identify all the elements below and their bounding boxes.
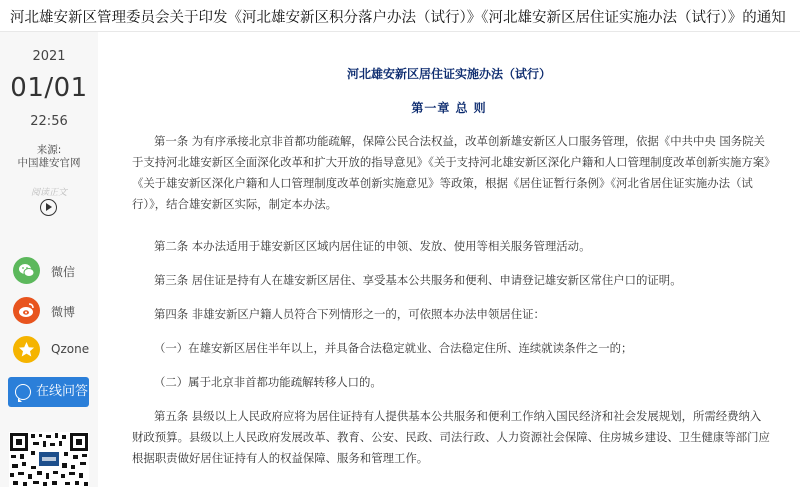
- publish-time: 22:56: [30, 114, 68, 129]
- source-name: 中国雄安官网: [17, 157, 81, 169]
- share-wechat-label: 微信: [51, 265, 76, 279]
- play-icon[interactable]: [40, 199, 57, 216]
- share-weibo-label: 微博: [51, 305, 76, 319]
- online-qa-button[interactable]: [8, 377, 89, 407]
- article-paragraph: （二）属于北京非首都功能疏解转移人口的。: [154, 375, 382, 389]
- article-paragraph: 第五条 县级以上人民政府应将为居住证持有人提供基本公共服务和便利工作纳入国民经济和社会发展规划，所需经费纳入财政预算。县级以上人民政府发展改革、教育、公安、民政、司法行政、人力资源社会保障、住房城乡建设、卫生健康等部门应根据职责做好居住证持有人的权益保障、服务和管理工作。: [132, 409, 770, 465]
- page-title: 河北雄安新区管理委员会关于印发《河北雄安新区积分落户办法（试行）》《河北雄安新区居住证实施办法（试行）》的通知: [0, 0, 800, 32]
- article-body: [98, 32, 800, 487]
- article-paragraph: 第二条 本办法适用于雄安新区区域内居住证的申领、发放、使用等相关服务管理活动。: [154, 239, 591, 253]
- share-qzone-label: Qzone: [51, 342, 90, 356]
- read-aloud-label: 阅读正文: [30, 188, 67, 198]
- share-wechat[interactable]: [13, 257, 93, 285]
- publish-year: 2021: [32, 49, 66, 64]
- chapter-heading: 第一章 总 则: [411, 101, 487, 115]
- article-paragraph: 第四条 非雄安新区户籍人员符合下列情形之一的，可依照本办法申领居住证：: [154, 307, 545, 321]
- qr-code: [9, 432, 89, 487]
- document-title: 河北雄安新区居住证实施办法（试行）: [346, 67, 551, 81]
- wechat-icon: [13, 257, 40, 284]
- online-qa-label: 在线问答: [36, 384, 89, 399]
- share-qzone[interactable]: [13, 336, 93, 364]
- source-label: 来源:: [36, 144, 62, 156]
- weibo-icon: [13, 297, 40, 324]
- publish-date: 01/01: [10, 73, 88, 103]
- article-paragraph: 第一条 为有序承接北京非首都功能疏解，保障公民合法权益，改革创新雄安新区人口服务管理，依据《中共中央 国务院关于支持河北雄安新区全面深化改革和扩大开放的指导意见》《关于支持河北雄安新区深化户籍和人口管理制度改革创新实施方案》《关于雄安新区深化户籍和人口管理制度改革创新实施意见》等政策，根据《居住证暂行条例》《河北省居住证实施办法（试行）》，结合雄安新区实际，制定本办法。: [132, 134, 770, 211]
- chat-bubble-icon: [15, 384, 31, 400]
- sidebar: [0, 32, 98, 487]
- article-paragraph: （一）在雄安新区居住半年以上，并具备合法稳定就业、合法稳定住所、连续就读条件之一的；: [154, 341, 633, 355]
- qzone-icon: [13, 336, 40, 363]
- article-paragraph: 第三条 居住证是持有人在雄安新区居住、享受基本公共服务和便利、申请登记雄安新区常住户口的证明。: [154, 273, 682, 287]
- share-weibo[interactable]: [13, 297, 93, 325]
